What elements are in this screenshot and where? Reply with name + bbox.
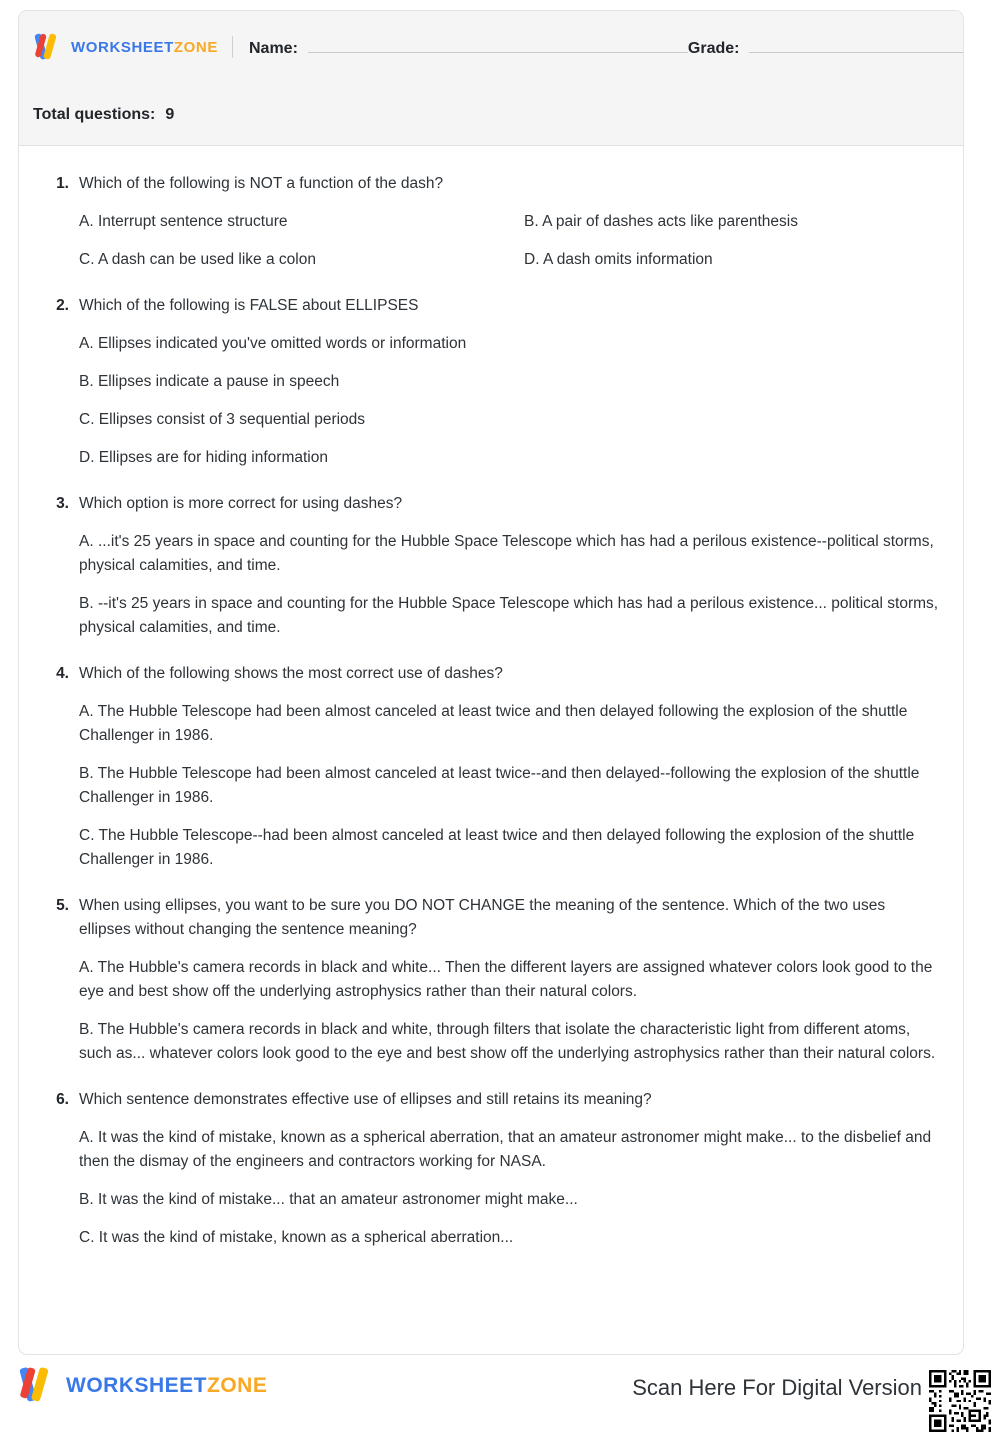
- answer-options: [79, 530, 939, 640]
- answer-options: [79, 210, 939, 272]
- name-label: Name:: [248, 40, 298, 57]
- question-number: 2.: [56, 297, 69, 315]
- footer-brand: [18, 1368, 267, 1402]
- answer-option[interactable]: D. A dash omits information: [524, 251, 713, 269]
- answer-option[interactable]: B. It was the kind of mistake... that an amateur astronomer might make...: [79, 1191, 578, 1209]
- scan-prompt-text: Scan Here For Digital Version: [632, 1375, 922, 1400]
- question-body: [69, 662, 939, 872]
- answer-option[interactable]: A. Interrupt sentence structure: [79, 213, 288, 231]
- answer-option[interactable]: D. Ellipses are for hiding information: [79, 449, 328, 467]
- brand-wordmark-secondary: ZONE: [173, 38, 218, 56]
- answer-option[interactable]: B. A pair of dashes acts like parenthesis: [524, 213, 798, 231]
- question-item: [43, 492, 939, 640]
- question-text: Which of the following is FALSE about ELLIPSES: [79, 297, 419, 315]
- header-row: [19, 29, 963, 65]
- answer-option[interactable]: B. The Hubble's camera records in black and white, through filters that isolate the characteristic light from different atoms, such as... whatever colors look good to the eye and best show off the underlying astrophysics rather than their natural colors.: [79, 1021, 936, 1063]
- question-text: Which option is more correct for using dashes?: [79, 495, 403, 513]
- question-number: 3.: [56, 495, 69, 513]
- answer-option[interactable]: A. It was the kind of mistake, known as a spherical aberration, that an amateur astronomer might make... to the disbelief and then the dismay of the engineers and contractors working for NASA.: [79, 1129, 932, 1171]
- worksheetzone-w-icon: [33, 34, 63, 60]
- grade-label: Grade:: [687, 40, 740, 57]
- answer-options: [79, 700, 939, 872]
- worksheet-header: [19, 11, 963, 146]
- question-text: Which sentence demonstrates effective use of ellipses and still retains its meaning?: [79, 1091, 652, 1109]
- total-questions: [33, 106, 174, 124]
- answer-option[interactable]: B. Ellipses indicate a pause in speech: [79, 373, 340, 391]
- answer-options: [79, 956, 939, 1066]
- question-number: 5.: [56, 897, 69, 915]
- question-body: [69, 1088, 939, 1250]
- question-body: [69, 894, 939, 1066]
- page-footer: [0, 1363, 1000, 1414]
- footer-brand-secondary: ZONE: [207, 1373, 268, 1397]
- footer-brand-primary: WORKSHEET: [66, 1373, 207, 1397]
- question-text: Which of the following is NOT a function of the dash?: [79, 175, 444, 192]
- question-item: [43, 1088, 939, 1250]
- questions-list: [19, 146, 963, 1282]
- answer-option[interactable]: A. Ellipses indicated you've omitted words or information: [79, 335, 467, 353]
- answer-option[interactable]: A. ...it's 25 years in space and counting for the Hubble Space Telescope which has had a perilous existence--political storms, physical calamities, and time.: [79, 533, 934, 575]
- answer-options: [79, 332, 939, 470]
- grade-field[interactable]: [688, 36, 964, 58]
- answer-option[interactable]: B. The Hubble Telescope had been almost canceled at least twice--and then delayed--following the explosion of the shuttle Challenger in 1986.: [79, 765, 920, 807]
- question-item: [43, 294, 939, 470]
- worksheet-card: [18, 10, 964, 1355]
- question-text: When using ellipses, you want to be sure you DO NOT CHANGE the meaning of the sentence. Which of the two uses ellipses without changing the sentence meaning?: [79, 897, 886, 939]
- answer-option[interactable]: C. Ellipses consist of 3 sequential periods: [79, 411, 366, 429]
- question-item: [43, 894, 939, 1066]
- question-text: Which of the following shows the most correct use of dashes?: [79, 665, 503, 683]
- header-separator: [232, 36, 233, 58]
- question-number: 1.: [56, 175, 69, 192]
- question-number: 4.: [56, 665, 69, 683]
- question-body: [69, 294, 939, 470]
- answer-option[interactable]: C. A dash can be used like a colon: [79, 251, 316, 269]
- worksheetzone-w-icon: [18, 1368, 56, 1402]
- qr-code-svg: [924, 1365, 996, 1437]
- grade-input-rule[interactable]: [749, 36, 964, 53]
- name-field[interactable]: [249, 36, 688, 58]
- question-item: [43, 172, 939, 272]
- footer-brand-wordmark: [66, 1375, 267, 1396]
- name-input-rule[interactable]: [308, 36, 688, 53]
- answer-option[interactable]: C. It was the kind of mistake, known as a spherical aberration...: [79, 1229, 514, 1247]
- answer-options: [79, 1126, 939, 1250]
- answer-option[interactable]: B. --it's 25 years in space and counting for the Hubble Space Telescope which has had a perilous existence... political storms, physical calamities, and time.: [79, 595, 939, 637]
- question-body: [69, 172, 939, 272]
- answer-option[interactable]: C. The Hubble Telescope--had been almost canceled at least twice and then delayed following the explosion of the shuttle Challenger in 1986.: [79, 827, 915, 869]
- answer-option[interactable]: A. The Hubble Telescope had been almost canceled at least twice and then delayed following the explosion of the shuttle Challenger in 1986.: [79, 703, 908, 745]
- question-number: 6.: [56, 1091, 69, 1109]
- total-questions-label: Total questions:: [33, 106, 156, 123]
- question-body: [69, 492, 939, 640]
- brand-wordmark-primary: WORKSHEET: [71, 38, 174, 56]
- qr-code-icon[interactable]: [924, 1365, 996, 1437]
- question-item: [43, 662, 939, 872]
- answer-option[interactable]: A. The Hubble's camera records in black and white... Then the different layers are assigned whatever colors look good to the eye and best show off the underlying astrophysics rather than their natural colors.: [79, 959, 933, 1001]
- total-questions-value: 9: [165, 106, 175, 123]
- brand-wordmark: [71, 40, 218, 55]
